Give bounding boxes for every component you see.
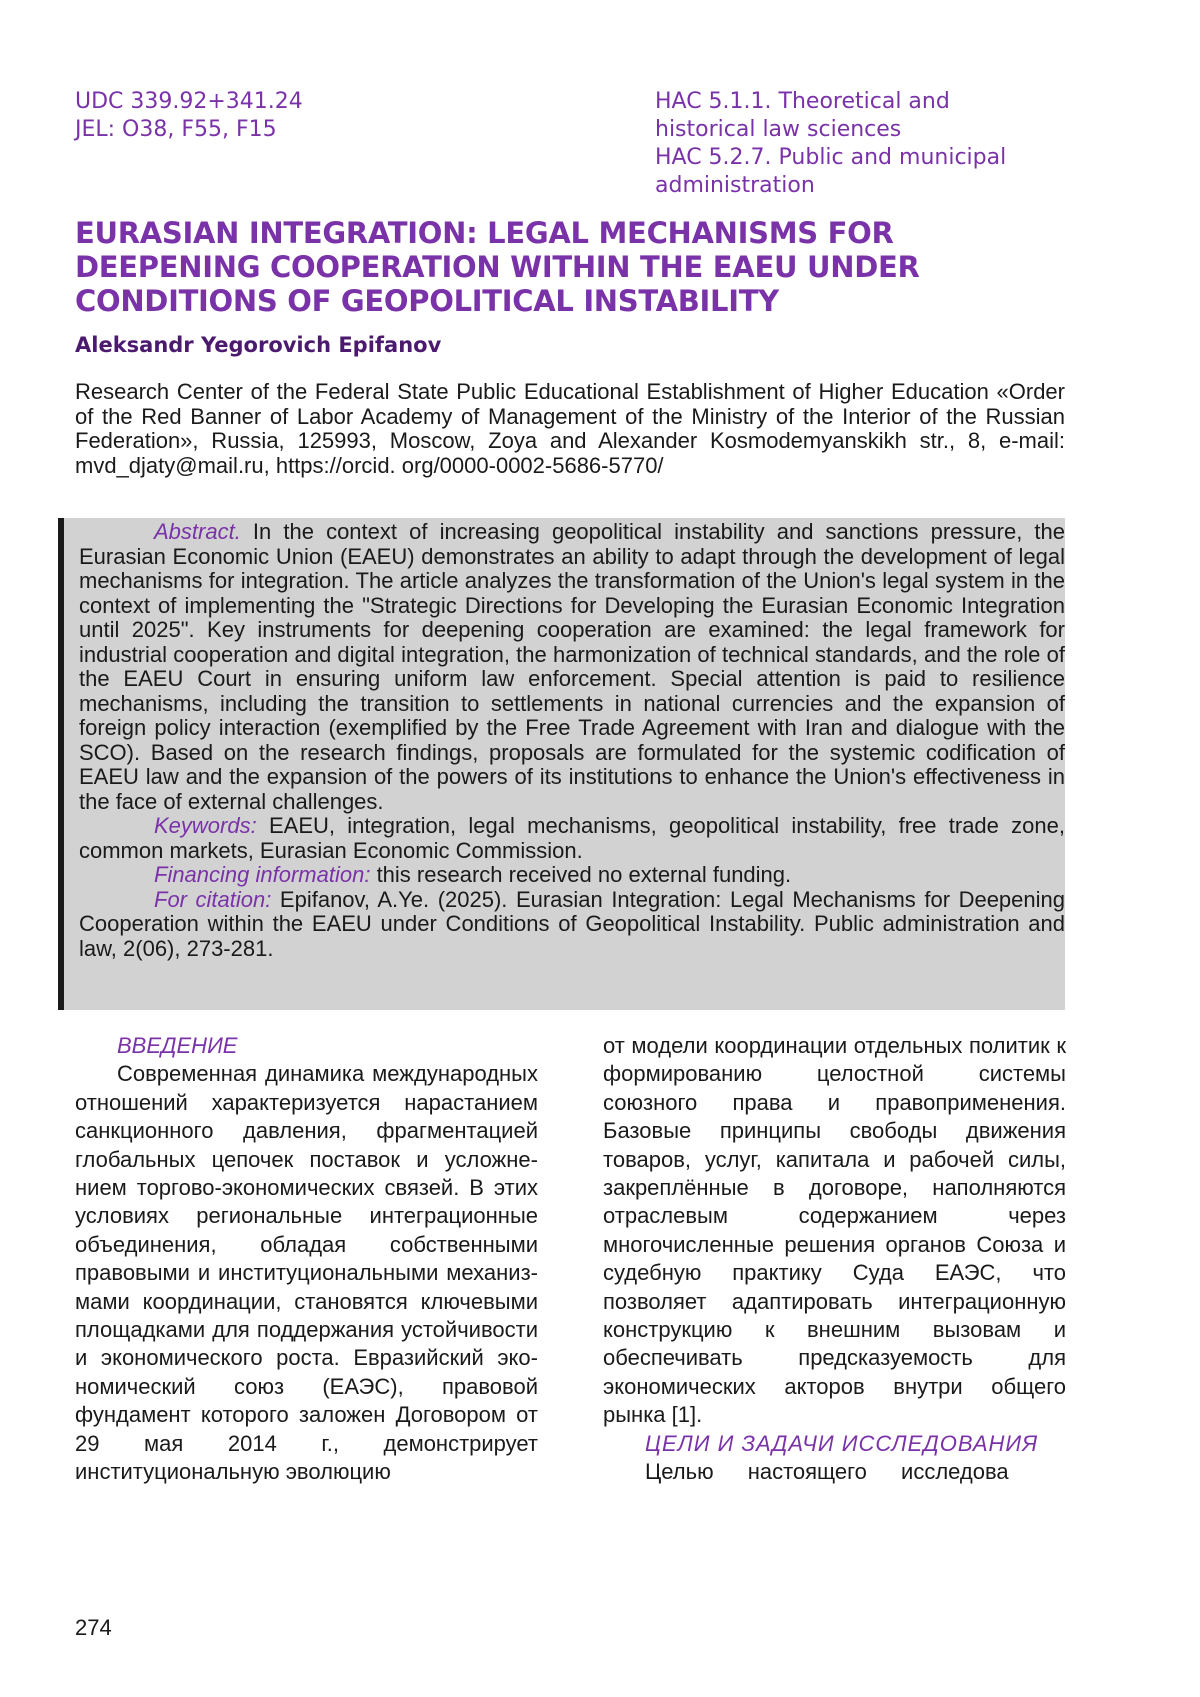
body-paragraph: Целью настоящего исследова­ <box>603 1458 1066 1486</box>
udc-code: UDC 339.92+341.24 <box>75 88 495 116</box>
title-line: CONDITIONS OF GEOPOLITICAL INSTABILITY <box>75 284 1075 318</box>
classification-codes <box>75 88 495 144</box>
page-number: 274 <box>75 1615 112 1641</box>
citation-label: For citation: <box>154 887 271 912</box>
author-affiliation: Research Center of the Federal State Public Educational Establishment of Higher Education «Order of the Red Banner of Labor Academy of Management of the Ministry of the Interior of the Russian Federation», Russia, 125993, Moscow, Zoya and Alexander Kosmodemyanskikh str., 8, e-mail: mvd_djaty@mail.ru, https://orcid. org/0000-0002-5686-5770/ <box>75 380 1065 478</box>
abstract-paragraph <box>79 520 1065 814</box>
body-column-left <box>75 1032 538 1487</box>
author-name: Aleksandr Yegorovich Epifanov <box>75 332 441 358</box>
keywords-paragraph <box>79 814 1065 863</box>
hac-line: HAC 5.2.7. Public and municipal <box>655 144 1075 172</box>
citation-text: Epifanov, A.Ye. (2025). Eurasian Integration: Legal Mechanisms for Deepening Cooperation within the EAEU under Conditions of Geopolitical Instability. Public administration and law, 2(06), 273-281. <box>79 887 1065 961</box>
hac-line: administration <box>655 172 1075 200</box>
abstract-text: In the context of increasing geopolitical instability and sanctions pressure, the Eurasian Economic Union (EAEU) demonstrates an ability to adapt through the development of legal mechanisms for integration. The article analyzes the transformation of the Union's legal system in the context of implementing the "Strategic Directions for Developing the Eurasian Economic Integration until 2025". Key instruments for deepening cooperation are examined: the legal framework for industrial cooperation and digital integration, the harmonization of technical standards, and the role of the EAEU Court in ensuring uniform law enforcement. Special attention is paid to resilience mechanisms, including the transition to settlements in national currencies and the expansion of foreign policy interaction (exemplified by the Free Trade Agreement with Iran and dialogue with the SCO). Based on the research findings, proposals are formulated for the systemic codification of EAEU law and the expansion of the powers of its institutions to enhance the Union's effectiveness in the face of external challenges. <box>79 519 1065 814</box>
body-paragraph: Современная динамика между­народных отношений характери­зуется нарастанием санкционного давления, фрагментацией глобаль­ных цепочек поставок и усложне­нием торгово-экономических свя­зей. В этих условиях региональные интеграционные объединения, об­ладая собственными правовыми и институциональными механиз­мами координации, становятся ключевыми площадками для под­держания устойчивости и эконо­мического роста. Евразийский эко­номический союз (ЕАЭС), правовой фундамент которого заложен Дого­вором от 29 мая 2014 г., демонстри­рует институциональную эволюцию <box>75 1060 538 1486</box>
financing-label: Financing information: <box>154 862 370 887</box>
hac-line: HAC 5.1.1. Theoretical and <box>655 88 1075 116</box>
abstract-box <box>58 518 1065 1010</box>
title-line: DEEPENING COOPERATION WITHIN THE EAEU UNDER <box>75 250 1075 284</box>
title-line: EURASIAN INTEGRATION: LEGAL MECHANISMS FOR <box>75 216 1075 250</box>
keywords-text: EAEU, integration, legal mechanisms, geopolitical instability, free trade zone, common markets, Eurasian Economic Commission. <box>79 813 1065 863</box>
article-title <box>75 216 1075 318</box>
abstract-label: Abstract. <box>154 519 241 544</box>
financing-text: this research received no external funding. <box>370 862 791 887</box>
citation-paragraph <box>79 888 1065 962</box>
section-heading-goals: ЦЕЛИ И ЗАДАЧИ ИССЛЕДОВА­НИЯ <box>603 1430 1066 1458</box>
hac-codes <box>655 88 1075 200</box>
section-heading-introduction: ВВЕДЕНИЕ <box>75 1032 538 1060</box>
financing-paragraph <box>79 863 1065 888</box>
hac-line: historical law sciences <box>655 116 1075 144</box>
body-column-right <box>603 1032 1066 1487</box>
keywords-label: Keywords: <box>154 813 257 838</box>
body-paragraph: от модели координации отдельных политик к формированию целост­ной системы союзного права и пра­воприменения. Базовые принципы свободы движения товаров, услуг, капитала и рабочей силы, закре­плённые в договоре, наполняются отраслевым содержанием через многочисленные решения органов Союза и судебную практику Суда ЕАЭС, что позволяет адаптировать интеграционную конструкцию к внешним вызовам и обеспечивать предсказуемость для экономиче­ских акторов внутри общего рынка [1]. <box>603 1032 1066 1430</box>
jel-code: JEL: O38, F55, F15 <box>75 116 495 144</box>
